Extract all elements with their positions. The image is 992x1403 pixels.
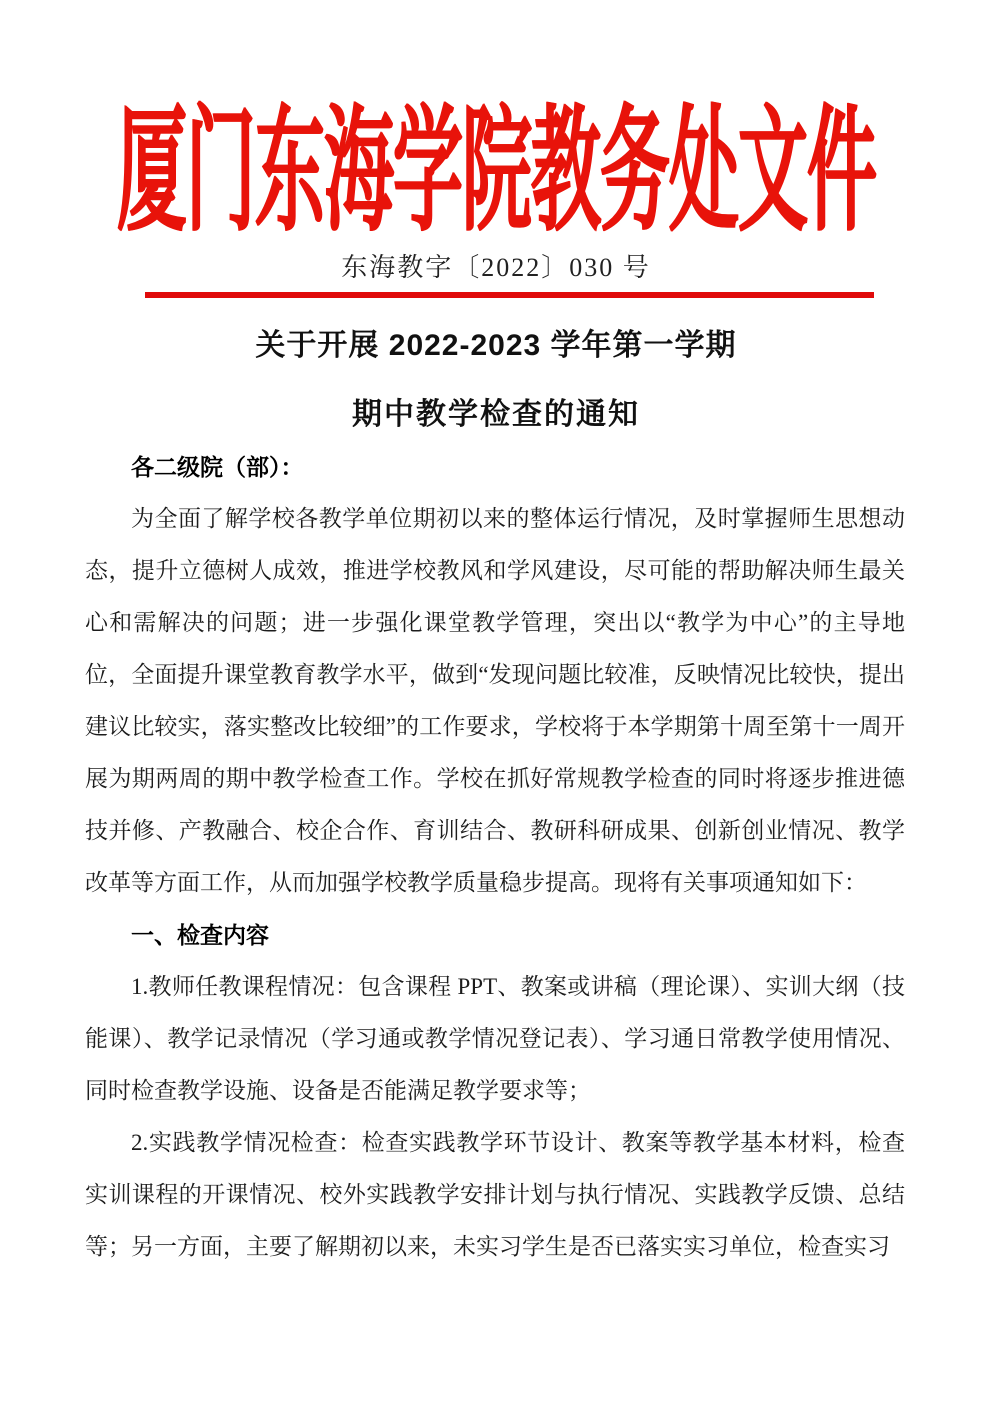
notice-title-line2: 期中教学检查的通知: [352, 398, 640, 431]
list-item-2-practical-teaching: 2.实践教学情况检查：检查实践教学环节设计、教案等教学基本材料，检查实训课程的开课情况、校外实践教学安排计划与执行情况、实践教学反馈、总结等；另一方面，主要了解期初以来，未实习学生是否已落实实习单位，检查实习: [85, 1130, 905, 1259]
red-divider-rule: [145, 292, 874, 298]
notice-title-line1: 关于开展 2022-2023 学年第一学期: [255, 329, 737, 362]
list-item-1-teaching-courses: 1.教师任教课程情况：包含课程 PPT、教案或讲稿（理论课）、实训大纲（技能课）、教学记录情况（学习通或教学情况登记表）、学习通日常教学使用情况、同时检查教学设施、设备是否能满足教学要求等；: [85, 974, 905, 1103]
section-heading-check-content: 一、检查内容: [131, 922, 269, 948]
document-body: [85, 441, 905, 1273]
salutation: 各二级院（部）：: [131, 454, 304, 480]
notice-title: [0, 320, 992, 433]
letterhead-title: 厦门东海学院教务处文件: [116, 98, 876, 249]
body-paragraph-intro: 为全面了解学校各教学单位期初以来的整体运行情况，及时掌握师生思想动态，提升立德树人成效，推进学校教风和学风建设，尽可能的帮助解决师生最关心和需解决的问题；进一步强化课堂教学管理，突出以“教学为中心”的主导地位，全面提升课堂教育教学水平，做到“发现问题比较准，反映情况比较快，提出建议比较实，落实整改比较细”的工作要求，学校将于本学期第十周至第十一周开展为期两周的期中教学检查工作。学校在抓好常规教学检查的同时将逐步推进德技并修、产教融合、校企合作、育训结合、教研科研成果、创新创业情况、教学改革等方面工作，从而加强学校教学质量稳步提高。现将有关事项通知如下：: [85, 506, 905, 895]
document-number: 东海教字〔2022〕030 号: [341, 253, 651, 282]
letterhead-banner: [0, 82, 992, 249]
